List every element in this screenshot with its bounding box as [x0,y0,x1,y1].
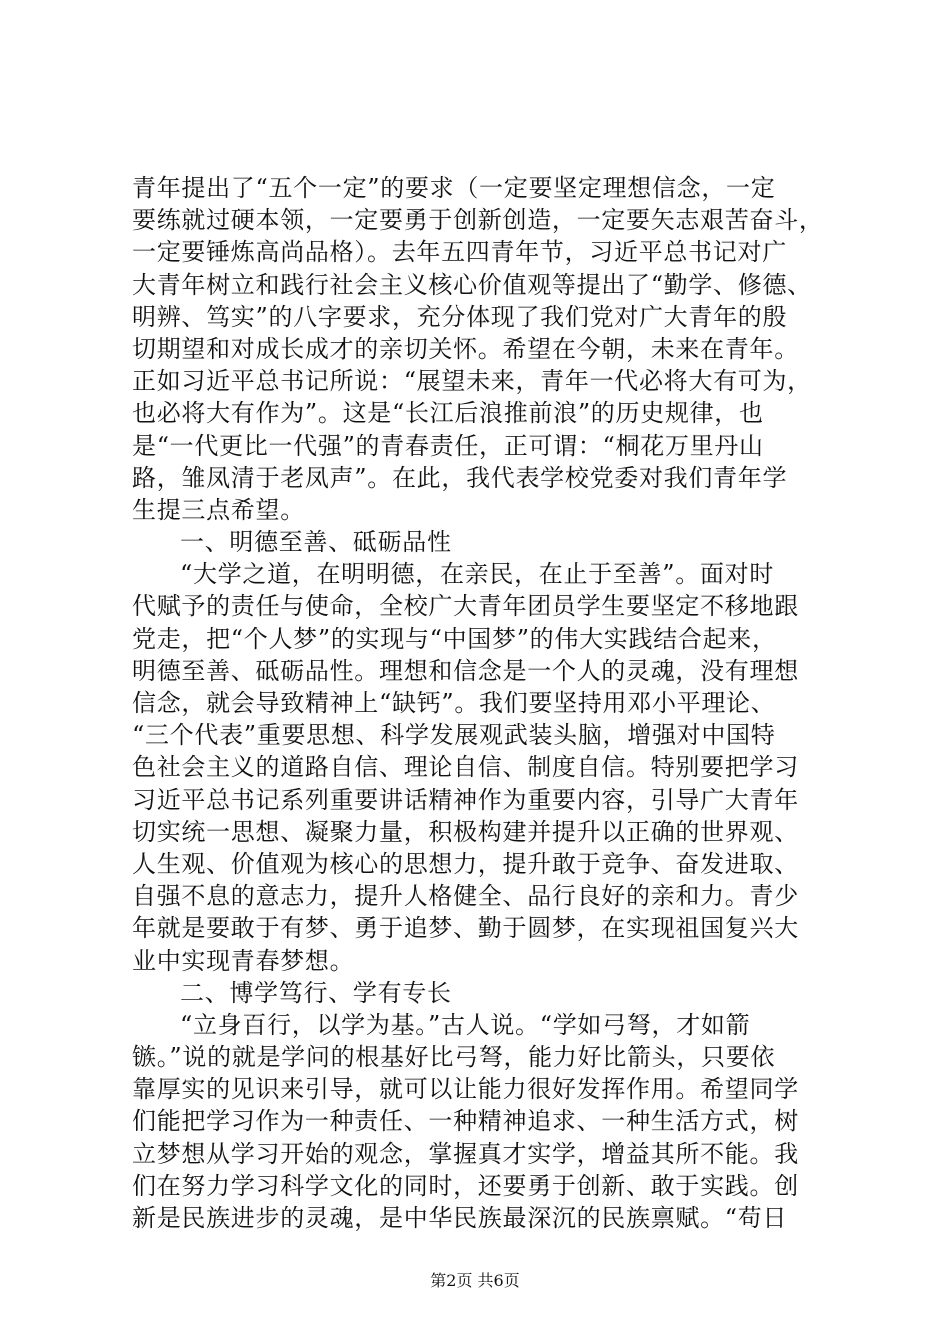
text-line: 生提三点希望。 [132,495,305,524]
text-line: 业中实现青春梦想。 [132,946,355,975]
text-line: 信念，就会导致精神上“缺钙”。我们要坚持用邓小平理论、 [132,689,776,717]
text-line: 切实统一思想、凝聚力量，积极构建并提升以正确的世界观、 [132,817,799,846]
text-line: 一、明德至善、砥砺品性 [180,528,452,557]
text-line: 也必将大有作为”。这是“长江后浪推前浪”的历史规律，也 [132,399,764,428]
text-line: 们在努力学习科学文化的同时，还要勇于创新、敢于实践。创 [132,1171,799,1200]
text-line: “大学之道，在明明德，在亲民，在止于至善”。面对时 [180,560,775,589]
text-line: 大青年树立和践行社会主义核心价值观等提出了“勤学、修德、 [132,270,812,299]
text-line: 人生观、价值观为核心的思想力，提升敢于竞争、奋发进取、 [132,849,799,878]
text-line: 二、博学笃行、学有专长 [180,978,452,1007]
body-text [132,172,832,1234]
text-line: 切期望和对成长成才的亲切关怀。希望在今朝，未来在青年。 [132,334,799,363]
text-line: 党走，把“个人梦”的实现与“中国梦”的伟大实践结合起来， [132,624,777,653]
text-line: 新是民族进步的灵魂，是中华民族最深沉的民族禀赋。“苟日 [132,1204,788,1232]
text-line: 们能把学习作为一种责任、一种精神追求、一种生活方式，树 [132,1107,799,1136]
text-line: 色社会主义的道路自信、理论自信、制度自信。特别要把学习 [132,753,799,782]
text-line: 一定要锤炼高尚品格）。去年五四青年节，习近平总书记对广 [132,238,787,267]
text-line: 要练就过硬本领，一定要勇于创新创造，一定要矢志艰苦奋斗， [132,206,824,235]
text-line: “三个代表”重要思想、科学发展观武装头脑，增强对中国特 [132,721,776,750]
text-line: 明德至善、砥砺品性。理想和信念是一个人的灵魂，没有理想 [132,656,799,685]
page-number-footer: 第2页 共6页 [430,1271,520,1290]
text-line: 路，雏凤清于老凤声”。在此，我代表学校党委对我们青年学 [132,463,788,492]
text-line: 自强不息的意志力，提升人格健全、品行良好的亲和力。青少 [132,882,799,911]
text-line: 立梦想从学习开始的观念，掌握真才实学，增益其所不能。我 [132,1139,799,1168]
text-line: “立身百行，以学为基。”古人说。“学如弓弩，才如箭 [180,1010,751,1039]
text-line: 青年提出了“五个一定”的要求（一定要坚定理想信念，一定 [132,174,776,202]
text-line: 镞。”说的就是学问的根基好比弓弩，能力好比箭头，只要依 [132,1043,776,1072]
text-line: 正如习近平总书记所说：“展望未来，青年一代必将大有可为， [132,367,812,396]
text-line: 习近平总书记系列重要讲话精神作为重要内容，引导广大青年 [132,785,799,814]
text-line: 年就是要敢于有梦、勇于追梦、勤于圆梦，在实现祖国复兴大 [132,914,799,943]
text-line: 靠厚实的见识来引导，就可以让能力很好发挥作用。希望同学 [132,1075,799,1104]
text-line: 代赋予的责任与使命，全校广大青年团员学生要坚定不移地跟 [132,592,799,621]
text-line: 是“一代更比一代强”的青春责任，正可谓：“桐花万里丹山 [132,431,764,460]
text-line: 明辨、笃实”的八字要求，充分体现了我们党对广大青年的殷 [132,302,788,331]
